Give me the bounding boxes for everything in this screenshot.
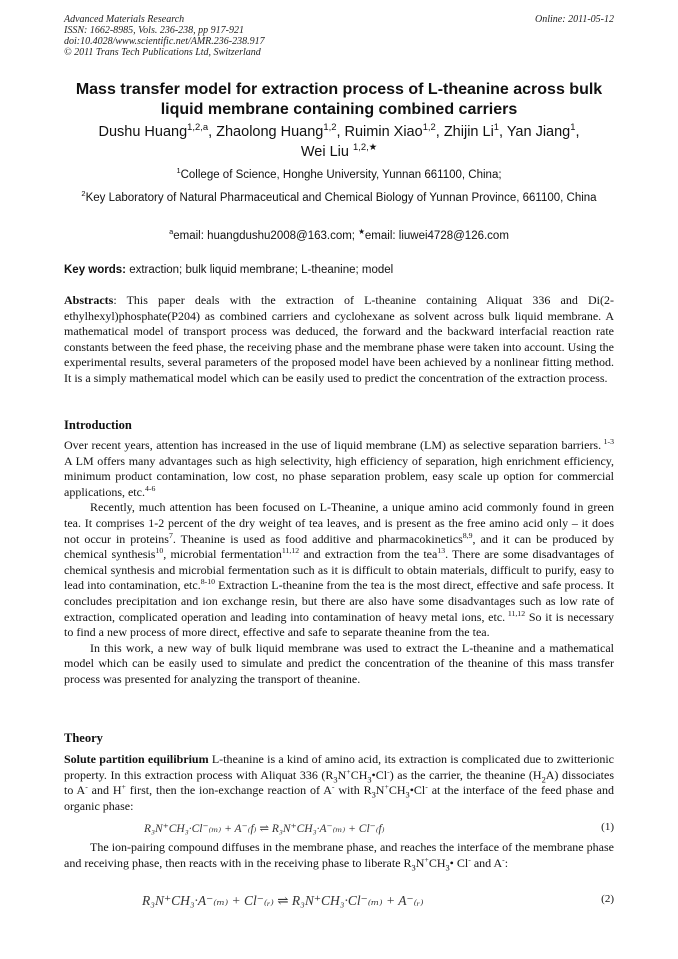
theory-body bbox=[64, 752, 614, 814]
author-list: Dushu Huang$^{1,2,a}$, Zhaolong Huang$^{1,2}$, Ruimin Xiao$^{1,2}$, Zhijin Li$^1$, Yan Jiang$^1$, Wei Liu $^{1,2,★}$ bbox=[98, 121, 580, 160]
keywords: Key words: extraction; bulk liquid membrane; L-theanine; model bbox=[64, 264, 394, 276]
equation-2-number: (2) bbox=[601, 893, 614, 905]
doi: doi:10.4028/www.scientific.net/AMR.236-238.917 bbox=[64, 36, 265, 47]
affiliation-2: $^2$Key Laboratory of Natural Pharmaceutical and Chemical Biology of Yunnan Province, 661100, China bbox=[81, 189, 597, 204]
author: Dushu Huang$^{1,2,a}$ bbox=[98, 121, 209, 140]
title-line-2: liquid membrane containing combined carriers bbox=[160, 101, 518, 118]
paper-title bbox=[60, 80, 618, 120]
abstract-label: Abstracts bbox=[64, 293, 114, 307]
email-line: $^a$email: huangdushu2008@163.com; ★email: liuwei4728@126.com bbox=[169, 227, 509, 242]
author: Wei Liu $^{1,2,★}$ bbox=[300, 141, 378, 160]
equation-1 bbox=[64, 821, 614, 841]
paragraph: The ion-pairing compound diffuses in the membrane phase, and reaches the interface of the membrane phase and receiving phase, then reacts with in the receiving phase to liberate $R_3N^+CH_3•$ Cl- and A-: bbox=[64, 840, 614, 872]
paragraph: Recently, much attention has been focused on L-Theanine, a unique amino acid commonly found in green tea. It comprises 1-2 percent of the dry weight of tea leaves, and is present as the free amino acid only – it does not occur in proteins$^7$. Theanine is used as food additive and pharmacokinetics$^{8,9}$, and it can be produced by chemical synthesis$^{10}$, microbial fermentation$^{11,12}$ and extraction from the tea$^{13}$. There are some disadvantages of chemical synthesis and microbial fermentation such as it is difficult to obtain materials, difficult to purify, easy to lead into contamination, etc.$^{8-10}$ Extraction L-theanine from the tea is the most direct, effective and safe process. It concludes precipitation and ion exchange resin, but there are also have some disadvantages such as low rate of extraction, complicated operation and leading into contamination of heavy metal ions, etc. $^{11,12}$ So it is necessary to find a new process of more direct, effective and safe to separate theanine from the tea. bbox=[64, 500, 615, 640]
journal-name: Advanced Materials Research bbox=[64, 14, 185, 25]
introduction-body bbox=[64, 438, 614, 688]
equation-1-body: R₃N⁺CH₃·Cl⁻₍ₘ₎ + A⁻₍f₎ ⇌ R₃N⁺CH₃·A⁻₍ₘ₎ + Cl⁻₍f₎ bbox=[144, 823, 385, 835]
section-heading-introduction: Introduction bbox=[64, 418, 132, 432]
title-line-1: Mass transfer model for extraction process of L-theanine across bulk bbox=[75, 81, 603, 98]
equation-1-number: (1) bbox=[601, 821, 614, 833]
copyright: © 2011 Trans Tech Publications Ltd, Switzerland bbox=[64, 47, 261, 58]
keywords-label: Key words: bbox=[64, 264, 126, 276]
affiliation-1: $^1$College of Science, Honghe University, Yunnan 661100, China; bbox=[176, 166, 502, 181]
equation-2-body: R₃N⁺CH₃·A⁻₍ₘ₎ + Cl⁻₍ᵣ₎ ⇌ R₃N⁺CH₃·Cl⁻₍ₘ₎ + A⁻₍ᵣ₎ bbox=[142, 893, 424, 908]
author: Yan Jiang$^1$ bbox=[506, 121, 576, 140]
subsection-label: Solute partition equilibrium bbox=[64, 752, 209, 766]
paragraph: Solute partition equilibrium L-theanine is a kind of amino acid, its extraction is complicated due to zwitterionic property. In this extraction process with Aliquat 336 $(R_3N^+CH_3•Cl^-)$ as the carrier, the theanine $(H_2A)$ dissociates to A- and H+ first, then the ion-exchange reaction of A- with $R_3N^+CH_3•Cl^-$ at the interface of the feed phase and organic phase: bbox=[64, 752, 614, 813]
author: Zhaolong Huang$^{1,2}$ bbox=[216, 121, 337, 140]
equation-2 bbox=[64, 893, 614, 913]
section-heading-theory: Theory bbox=[64, 731, 103, 745]
journal-header bbox=[64, 14, 614, 58]
issn: ISSN: 1662-8985, Vols. 236-238, pp 917-921 bbox=[64, 25, 244, 36]
paragraph: Over recent years, attention has increased in the use of liquid membrane (LM) as selective separation barriers. $^{1-3}$ A LM offers many advantages such as high selectivity, high efficiency of separation, high enrichment efficiency, minimum product contamination, low cost, no phase separation problem, easy scale up option for commercial applications, etc.$^{4-6}$ bbox=[64, 437, 614, 499]
paragraph: In this work, a new way of bulk liquid membrane was used to extract the L-theanine and a mathematical model which can be easily used to simulate and predict the concentration of the theanine of this mass transfer process was presented for analyzing the transport of theanine. bbox=[64, 640, 614, 686]
theory-body-2 bbox=[64, 840, 614, 871]
abstract-text: : This paper deals with the extraction of L-theanine containing Aliquat 336 and Di(2-ethylhexyl)phosphate(P204) as combined carriers and cyclohexane as solvent across bulk liquid membrane. A mathematical model of transport process was deduced, the forward and the backward interfacial reaction rate constants between the feed phase, the receiving phase and the membrane phase were taken into account. Using the experimental results, several parameters of the proposed model have been achieved by a nonlinear fitting method. It is a simply mathematical model which can be easily used to predict the concentration of the extraction process. bbox=[64, 293, 614, 385]
author: Zhijin Li$^1$ bbox=[443, 121, 500, 140]
abstract bbox=[64, 293, 614, 387]
author: Ruimin Xiao$^{1,2}$ bbox=[344, 121, 436, 140]
online-date: Online: 2011-05-12 bbox=[535, 14, 614, 25]
